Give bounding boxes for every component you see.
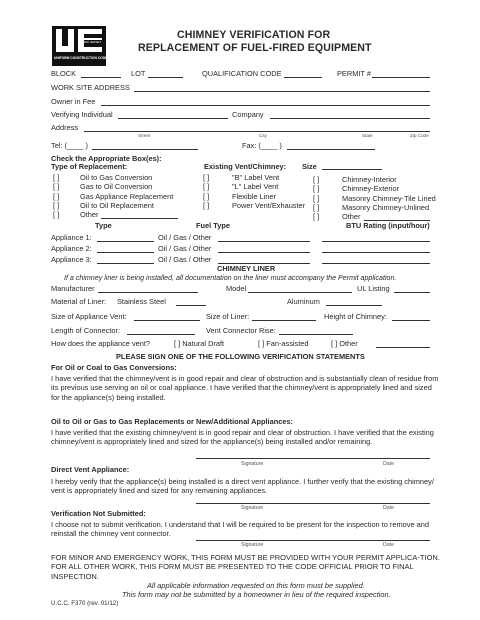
form-title-line2: REPLACEMENT OF FUEL-FIRED EQUIPMENT [138, 42, 372, 54]
model-field[interactable] [248, 292, 352, 293]
s4-date-label: Date [383, 542, 394, 548]
address-field[interactable] [84, 131, 430, 132]
box-vent-2[interactable]: [ ] [203, 182, 210, 191]
form-id: U.C.C. F370 (rev. 01/12) [51, 600, 119, 607]
qual-code-field[interactable] [284, 77, 322, 78]
manufacturer-label: Manufacturer [51, 284, 95, 293]
height-label: Height of Chimney: [324, 312, 387, 321]
box-chimney-3[interactable]: [ ] [313, 194, 320, 203]
box-type-4[interactable]: [ ] [53, 201, 60, 210]
type-other-field[interactable] [101, 218, 178, 219]
appliance-2-type-field[interactable] [97, 252, 154, 253]
vent-1-label: "B" Label Vent [232, 173, 280, 182]
type-4-label: Oil to Oil Replacement [80, 201, 154, 210]
address-label: Address [51, 123, 79, 132]
appliance-1-fuel-field[interactable] [218, 241, 310, 242]
box-chimney-4[interactable]: [ ] [313, 203, 320, 212]
chimney-4-label: Masonry Chimney-Unlined [342, 203, 430, 212]
vent-4-label: Power Vent/Exhauster [232, 201, 306, 210]
footer-note-1: All applicable information requested on this form must be supplied. [147, 581, 365, 590]
size-vent-field[interactable] [134, 320, 200, 321]
ucc-logo [52, 26, 106, 66]
box-chimney-1[interactable]: [ ] [313, 175, 320, 184]
s1-text: I have verified that the chimney/vent is in good repair and clear of obstruction and is substantially clean of residue from its previous use serving an oil or coal appliance. I have verified that the chimney/vent is appropriately lined and sized for the appliance(s) being installed. [51, 374, 439, 402]
model-label: Model [226, 284, 247, 293]
footer-notice: FOR MINOR AND EMERGENCY WORK, THIS FORM MUST BE PROVIDED WITH YOUR PERMIT APPLICA-TION. FOR ALL OTHER WORK, THIS FORM MUST BE PRESENTED TO THE CODE OFFICIAL PRIOR TO FINAL INSPECTION. [51, 553, 440, 581]
liner-heading: CHIMNEY LINER [217, 264, 276, 273]
permit-field[interactable] [372, 77, 430, 78]
size-vent-label: Size of Appliance Vent: [51, 312, 127, 321]
appliance-3-fuel: Oil / Gas / Other [158, 255, 212, 264]
tel-label: Tel: (____ ) [51, 141, 88, 150]
s1-signature-line[interactable] [196, 458, 430, 459]
fan-assisted-option[interactable]: [ ] Fan-assisted [258, 339, 309, 348]
appliance-2-fuel: Oil / Gas / Other [158, 244, 212, 253]
vent-2-label: "L" Label Vent [232, 182, 279, 191]
address-zip-label: Zip Code [410, 133, 429, 138]
box-vent-3[interactable]: [ ] [203, 192, 210, 201]
type-1-label: Oil to Gas Conversion [80, 173, 153, 182]
footer-note-2: This form may not be submitted by a homeowner in lieu of the required inspection. [122, 590, 391, 599]
logo-top-text: NEW JERSEY [82, 40, 102, 44]
verification-heading: PLEASE SIGN ONE OF THE FOLLOWING VERIFICATION STATEMENTS [116, 352, 365, 361]
permit-label: PERMIT # [337, 69, 371, 78]
chimney-1-label: Chimney-Interior [342, 175, 397, 184]
block-label: BLOCK [51, 69, 77, 78]
appliance-2-btu-field[interactable] [322, 252, 430, 253]
s3-signature-line[interactable] [196, 503, 430, 504]
appliance-3-btu-field[interactable] [322, 263, 430, 264]
s3-date-label: Date [383, 505, 394, 511]
logo-bottom-text: UNIFORM CONSTRUCTION CODE [54, 56, 108, 60]
s1-signature-label: Signature [241, 461, 264, 467]
other-vent-option[interactable]: [ ] Other [331, 339, 358, 348]
rise-label: Vent Connector Rise: [206, 326, 276, 335]
height-field[interactable] [392, 320, 430, 321]
block-field[interactable] [81, 77, 121, 78]
s4-title: Verification Not Submitted: [51, 509, 146, 518]
manufacturer-field[interactable] [98, 292, 198, 293]
existing-heading: Existing Vent/Chimney: [204, 162, 287, 171]
stainless-label: Stainless Steel [117, 297, 166, 306]
box-vent-1[interactable]: [ ] [203, 173, 210, 182]
material-label: Material of Liner: [51, 297, 107, 306]
type-2-label: Gas to Oil Conversion [80, 182, 153, 191]
verifying-label: Verifying Individual [51, 110, 113, 119]
fax-field[interactable] [287, 149, 375, 150]
address-street-label: Street [138, 133, 151, 138]
box-type-2[interactable]: [ ] [53, 182, 60, 191]
size-liner-field[interactable] [252, 320, 316, 321]
fax-label: Fax: (____ ) [242, 141, 282, 150]
lot-label: LOT [131, 69, 146, 78]
box-chimney-5[interactable]: [ ] [313, 212, 320, 221]
owner-field[interactable] [101, 105, 430, 106]
aluminum-field[interactable] [326, 305, 382, 306]
size-field[interactable] [322, 169, 382, 170]
s3-title: Direct Vent Appliance: [51, 465, 130, 474]
box-type-1[interactable]: [ ] [53, 173, 60, 182]
work-site-label: WORK SITE ADDRESS [51, 83, 130, 92]
s2-title: Oil to Oil or Gas to Gas Replacements or New/Additional Appliances: [51, 417, 294, 426]
aluminum-label: Aluminum [287, 297, 320, 306]
box-type-5[interactable]: [ ] [53, 210, 60, 219]
verifying-field[interactable] [118, 118, 228, 119]
col-type-header: Type [95, 221, 112, 230]
natural-draft-option[interactable]: [ ] Natural Draft [174, 339, 225, 348]
appliance-2-fuel-field[interactable] [218, 252, 310, 253]
col-fuel-header: Fuel Type [196, 221, 230, 230]
address-city-label: City [259, 133, 267, 138]
ul-listing-field[interactable] [394, 292, 430, 293]
liner-note: If a chimney liner is being installed, all documentation on the liner must accompany the Permit application. [64, 274, 397, 282]
s4-signature-line[interactable] [196, 540, 430, 541]
appliance-3-label: Appliance 3: [51, 255, 92, 264]
owner-label: Owner in Fee [51, 97, 96, 106]
size-label: Size [302, 162, 317, 171]
address-state-label: State [362, 133, 373, 138]
appliance-1-label: Appliance 1: [51, 233, 92, 242]
chimney-5-label: Other [342, 212, 361, 221]
work-site-field[interactable] [134, 91, 430, 92]
s1-date-label: Date [383, 461, 394, 467]
appliance-1-fuel: Oil / Gas / Other [158, 233, 212, 242]
s1-title: For Oil or Coal to Gas Conversions: [51, 363, 177, 372]
rise-field[interactable] [279, 334, 353, 335]
stainless-field[interactable] [176, 305, 206, 306]
box-type-3[interactable]: [ ] [53, 192, 60, 201]
connector-label: Length of Connector: [51, 326, 121, 335]
s3-text: I hereby verify that the appliance(s) being installed is a direct vent appliance. I further verify that the existing chimney/ vent is appropriately lined and sized for any remaining appliances. [51, 477, 434, 496]
appliance-2-label: Appliance 2: [51, 244, 92, 253]
appliance-3-type-field[interactable] [97, 263, 154, 264]
company-field[interactable] [270, 118, 430, 119]
appliance-1-type-field[interactable] [97, 241, 154, 242]
vent-3-label: Flexible Liner [232, 192, 276, 201]
box-chimney-2[interactable]: [ ] [313, 184, 320, 193]
s2-text: I have verified that the existing chimney/vent is in good repair and clear of obstruction. I have verified that the existing chimney/vent is appropriately lined and sized for the appliance(s) being installed and/or remaining. [51, 428, 434, 447]
s4-signature-label: Signature [241, 542, 264, 548]
check-heading: Check the Appropriate Box(es): [51, 154, 162, 163]
connector-field[interactable] [127, 334, 195, 335]
tel-field[interactable] [92, 149, 198, 150]
other-vent-field[interactable] [376, 347, 430, 348]
chimney-3-label: Masonry Chimney-Tile Lined [342, 194, 436, 203]
lot-field[interactable] [148, 77, 183, 78]
company-label: Company [232, 110, 264, 119]
how-vent-label: How does the appliance vent? [51, 339, 151, 348]
size-liner-label: Size of Liner: [206, 312, 250, 321]
s3-signature-label: Signature [241, 505, 264, 511]
type-heading: Type of Replacement: [51, 162, 128, 171]
appliance-1-btu-field[interactable] [322, 241, 430, 242]
chimney-2-label: Chimney-Exterior [342, 184, 400, 193]
type-3-label: Gas Appliance Replacement [80, 192, 174, 201]
qual-code-label: QUALIFICATION CODE [202, 69, 282, 78]
form-title-line1: CHIMNEY VERIFICATION FOR [177, 29, 331, 41]
type-5-label: Other [80, 210, 99, 219]
box-vent-4[interactable]: [ ] [203, 201, 210, 210]
col-btu-header: BTU Rating (input/hour) [346, 221, 430, 230]
ul-listing-label: UL Listing [357, 284, 390, 293]
s4-text: I choose not to submit verification. I understand that I will be required to be present for the inspection to remove and reinstall the chimney vent connector. [51, 520, 429, 539]
